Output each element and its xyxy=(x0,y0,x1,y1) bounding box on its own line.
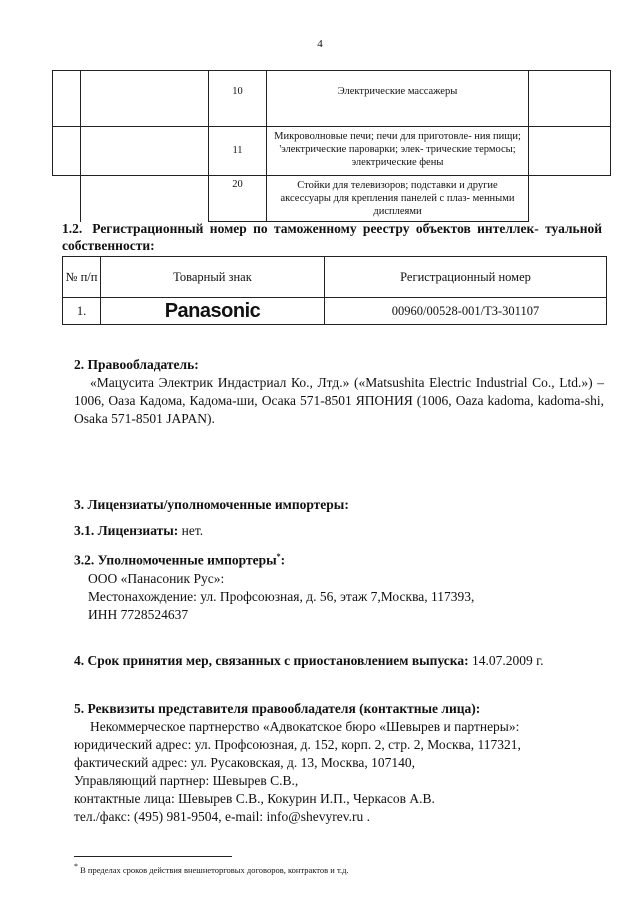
table-row xyxy=(53,176,611,222)
section-3-1: 3.1. Лицензиаты: нет. xyxy=(74,523,204,538)
footnote-text: В пределах сроков действия внешнеторговых договоров, контрактов и т.д. xyxy=(80,864,349,875)
importer-address: Местонахождение: ул. Профсоюзная, д. 56, этаж 7,Москва, 117393, xyxy=(88,588,475,604)
rightholder-text: «Мацусита Электрик Индастриал Ко., Лтд.» («Matsushita Electric Industrial Co., Ltd.») – 1006, Оаза Кадома, Кадома-ши, Осака 571-8501 ЯПОНИЯ (1006, Oaza kadoma, kadoma-shi, Osaka 571-8501 JAPAN). xyxy=(74,375,604,426)
class-number: 10 xyxy=(209,71,267,127)
licensees-value: нет. xyxy=(181,523,204,538)
section-5 xyxy=(74,700,614,826)
section-3-heading: 3. Лицензиаты/уполномоченные импортеры: xyxy=(74,497,349,512)
class-description: Электрические массажеры xyxy=(267,71,529,127)
section-5-heading: 5. Реквизиты представителя правообладателя (контактные лица): xyxy=(74,701,481,716)
representative-line: юридический адрес: ул. Профсоюзная, д. 152, корп. 2, стр. 2, Москва, 117321, xyxy=(74,737,521,752)
header-reg-number: Регистрационный номер xyxy=(325,257,607,298)
class-number: 20 xyxy=(209,176,267,222)
table-header-row xyxy=(63,257,607,298)
section-3-2-heading: 3.2. Уполномоченные импортеры*: xyxy=(74,552,286,568)
section-2 xyxy=(74,356,604,428)
representative-line: контактные лица: Шевырев С.В., Кокурин И.П., Черкасов А.В. xyxy=(74,791,435,806)
representative-line: Некоммерческое партнерство «Адвокатское бюро «Шевырев и партнеры»: xyxy=(90,719,520,734)
header-num: № п/п xyxy=(63,257,101,298)
footnote: * В пределах сроков действия внешнеторговых договоров, контрактов и т.д. xyxy=(74,862,349,875)
class-description: Стойки для телевизоров; подставки и другие аксессуары для крепления панелей с плаз- менными дисплеями xyxy=(267,176,529,222)
section-4 xyxy=(74,652,614,670)
importer-name: ООО «Панасоник Рус»: xyxy=(88,570,225,586)
trademark-table xyxy=(62,256,607,325)
reg-number: 00960/00528-001/ТЗ-301107 xyxy=(325,298,607,325)
section-2-heading: 2. Правообладатель: xyxy=(74,357,199,372)
footnote-divider xyxy=(74,856,232,857)
goods-classes-table xyxy=(52,70,611,222)
class-number: 11 xyxy=(209,127,267,176)
section-1-2-title: Регистрационный номер по таможенному реестру объектов интеллек- туальной собственности: xyxy=(62,221,602,253)
trademark-logo: Panasonic xyxy=(101,298,325,325)
section-4-date: 14.07.2009 г. xyxy=(472,653,544,668)
table-row xyxy=(63,298,607,325)
representative-line: Управляющий партнер: Шевырев С.В., xyxy=(74,773,299,788)
table-row xyxy=(53,71,611,127)
header-trademark: Товарный знак xyxy=(101,257,325,298)
section-4-label: 4. Срок принятия мер, связанных с приостановлением выпуска: xyxy=(74,653,469,668)
table-row xyxy=(53,127,611,176)
row-num: 1. xyxy=(63,298,101,325)
section-1-2-heading: 1.2. Регистрационный номер по таможенному реестру объектов интеллек- туальной собственности: xyxy=(62,221,602,253)
representative-line: фактический адрес: ул. Русаковская, д. 13, Москва, 107140, xyxy=(74,755,416,770)
class-description: Микроволновые печи; печи для приготовле- ния пищи; 'электрические пароварки; элек- трические термосы; электрические фены xyxy=(267,127,529,176)
section-3 xyxy=(74,496,604,624)
importer-inn: ИНН 7728524637 xyxy=(88,606,189,622)
representative-line: тел./факс: (495) 981-9504, e-mail: info@shevyrev.ru . xyxy=(74,809,370,824)
page-number: 4 xyxy=(317,38,323,50)
